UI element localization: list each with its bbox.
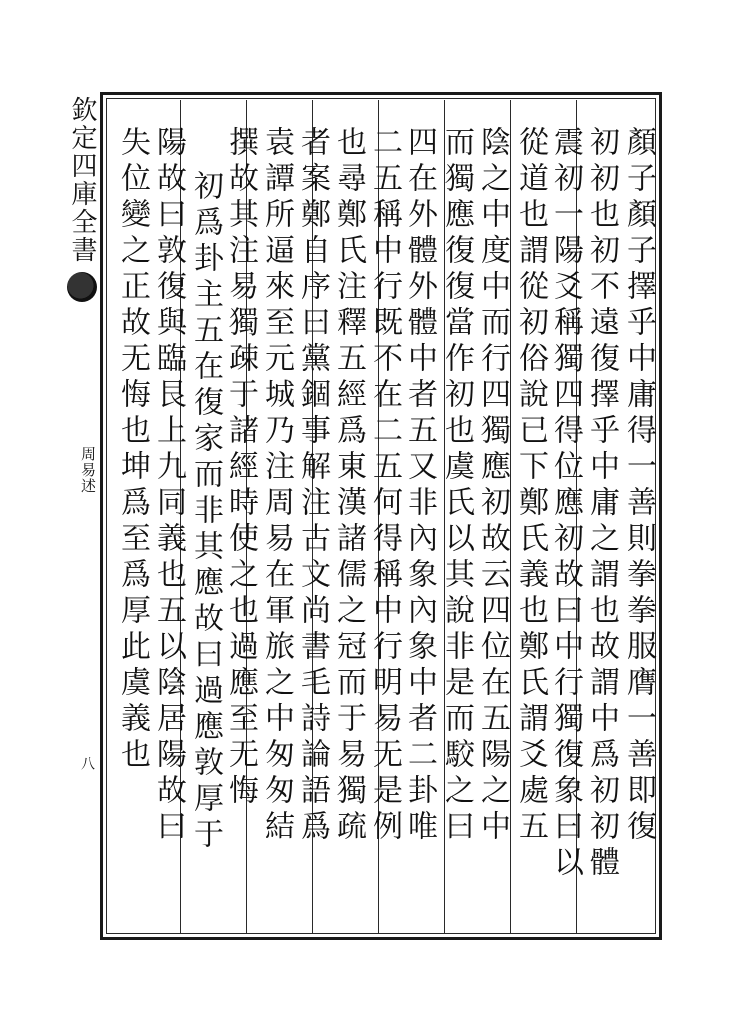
text-column: 初初也初不遠復擇乎中庸之謂也故謂中爲初初體 [584,126,619,882]
text-column: 撰故其注易獨疎于諸經時使之也過應至无悔 [223,126,258,810]
text-column: 袁譚所逼來至元城乃注周易在軍旅之中匆匆結 [259,126,294,846]
text-column: 四在外體外體中者五又非內象內象中者二卦唯 [402,126,437,846]
text-column: 顏子顏子擇乎中庸得一善則拳拳服膺一善即復 [621,126,656,846]
text-column: 者案鄭自序曰黨錮事解注古文尚書毛詩論語爲 [295,126,330,846]
text-column: 陽故曰敦復與臨艮上九同義也五以陰居陽故曰 [151,126,186,846]
text-column: 二五稱中行既不在二五何得稱中行明易无是例 [367,126,402,846]
margin-page-number: 八 [79,756,95,770]
text-column: 震初一陽爻稱獨四得位應初故曰中行獨復象曰以 [548,126,583,882]
fish-tail-mark-icon [67,272,97,302]
collection-title-text: 欽定四庫全書 [67,96,97,264]
text-column: 陰之中度中而行四獨應初故云四位在五陽之中 [475,126,510,846]
text-column: 也尋鄭氏注釋五經爲東漢諸儒之冠而于易獨疏 [331,126,366,846]
text-column: 初爲卦主五在復家而非其應故曰過應敦厚于 [188,170,223,854]
text-column: 從道也謂從初俗說已下鄭氏義也鄭氏謂爻處五 [513,126,548,846]
text-column: 而獨應復復當作初也虞氏以其說非是而駮之曰 [439,126,474,846]
text-column: 失位變之正故无悔也坤爲至爲厚此虞義也 [115,126,150,774]
margin-book-title: 周易述 [79,446,97,494]
margin-collection-title [60,96,100,302]
